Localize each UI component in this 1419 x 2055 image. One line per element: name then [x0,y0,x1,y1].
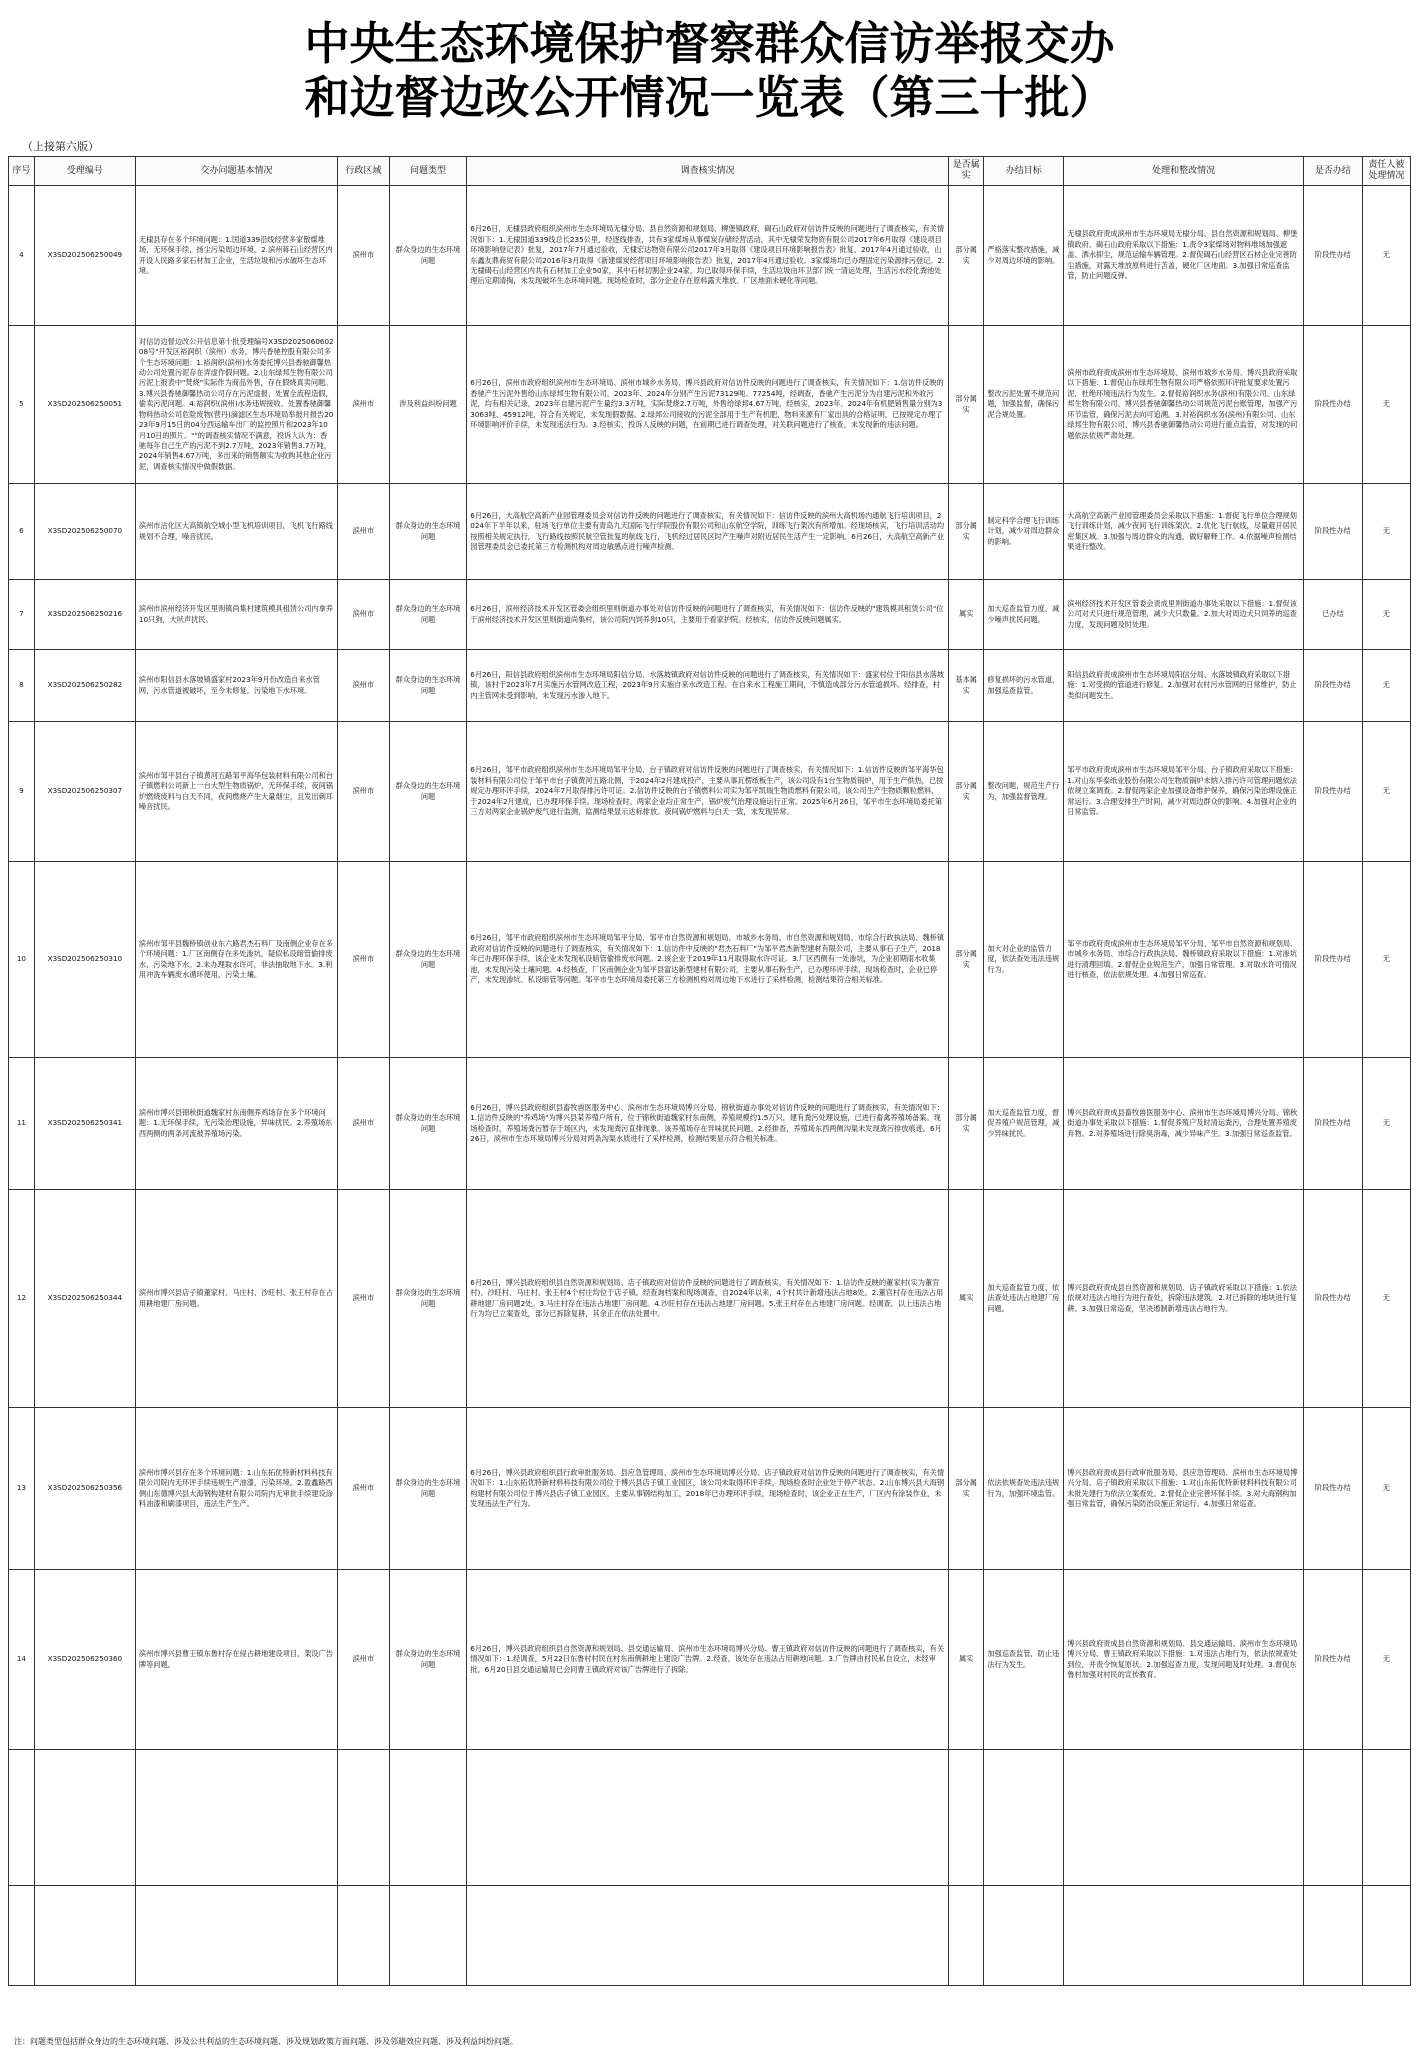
cell-code: X3SD202506250051 [34,326,135,484]
cell-type [389,1750,467,1886]
cell-survey [467,1750,949,1886]
cell-goal: 整改问题，规范生产行为，加强监督管理。 [984,722,1064,862]
cell-code: X3SD202506250307 [34,722,135,862]
cell-handling: 邹平市政府责成滨州市生态环境局邹平分局、台子镇政府采取以下措施：1.对山东华泰纸业股份有限公司生物质锅炉未纳入排污许可管理问题依法依规立案调查。2.督促两家企业加强设备维护保养，确保污染治理设施正常运行。3.合理安排生产时间，减少对周边群众的影响。4.加强对企业的日常监管。 [1064,722,1304,862]
cell-goal: 加大巡查监管力度，减少噪声扰民问题。 [984,580,1064,650]
cell-no: 5 [9,326,35,484]
cell-no [9,1750,35,1886]
cell-done: 已办结 [1303,580,1362,650]
cell-punish: 无 [1362,484,1410,580]
cell-done: 阶段性办结 [1303,1570,1362,1750]
cell-survey: 6月26日，邹平市政府组织滨州市生态环境局邹平分局、邹平市自然资源和规划局、市城乡水务局、市自然资源和规划局、市综合行政执法局、魏桥镇政府对信访件反映的问题进行了调查核实，有关情况如下：1.信访件中反映的"君杰石料厂"为邹平君杰新型建材有限公司，主要从事石子生产，2018年已办理环保手续，该企业未发现私设暗管偷排废水问题。2.该企业于2019年11月取得取水许可证。3.厂区西侧有一处渗坑，为企业初期雨水收集池，未发现污染土壤问题。4.经核查，厂区南侧企业为邹平县富达新型建材有限公司，主要从事石粉生产，已办理环评手续，现场检查时，企业已停产，未发现渗坑、私设暗管等问题。邹平市生态环境局委托第三方检测机构对周边地下水进行了采样检测，检测结果符合相关标准。 [467,862,949,1058]
col-header-basic: 交办问题基本情况 [135,157,337,186]
table-header-row [9,157,1411,186]
cell-survey: 6月26日，阳信县政府组织滨州市生态环境局阳信分局、水落坡镇政府对信访件反映的问题进行了调查核实，有关情况如下：盛家村位于阳信县水落坡镇，该村于2023年7月实施污水管网改造工程，2023年9月实施自来水改造工程。在自来水工程施工期间，不慎造成部分污水管道损坏。经排查，村内主管网未受到影响，未发现污水渗入地下。 [467,650,949,722]
cell-done: 阶段性办结 [1303,722,1362,862]
cell-goal: 制定科学合理飞行训练计划，减少对周边群众的影响。 [984,484,1064,580]
cell-no: 8 [9,650,35,722]
cell-done: 阶段性办结 [1303,484,1362,580]
col-header-punish: 责任人被处理情况 [1362,157,1410,186]
cell-type: 群众身边的生态环境问题 [389,1570,467,1750]
cell-handling: 博兴县政府责成县行政审批服务局、县应急管理局、滨州市生态环境局博兴分局、店子镇政府采取以下措施：1.对山东拓优特新材料科技有限公司未批先建行为依法立案查处。2.督促企业完善环保手续。3.对大海钢构加强日常监管，确保污染防治设施正常运行。4.加强日常巡查。 [1064,1408,1304,1570]
cell-basic: 滨州市博兴县店子镇董家村、马庄村、沙旺村、张王村存在占用耕地建厂房问题。 [135,1190,337,1408]
cell-basic: 滨州市阳信县水落坡镇盛家村2023年9月份改造自来水管网，污水管道被破坏，至今未修复，污染地下水环境。 [135,650,337,722]
cell-handling: 滨州经济技术开发区管委会责成里则街道办事处采取以下措施：1.督促该公司对犬只进行规范管理，减少犬只数量。2.加大对周边犬只饲养的巡查力度，发现问题及时处理。 [1064,580,1304,650]
cell-basic: 滨州市博兴县锦秋街道魏家村东南侧养鸡场存在多个环境问题：1.无环保手续，无污染治理设施，异味扰民。2.养殖场东西两侧的两条河流被养殖场污染。 [135,1058,337,1190]
table-row [9,484,1411,580]
cell-verified [949,1886,984,1986]
cell-handling: 邹平市政府责成滨州市生态环境局邹平分局、邹平市自然资源和规划局、市城乡水务局、市综合行政执法局、魏桥镇政府采取以下措施：1.对渗坑进行清理回填。2.督促企业规范生产，加强日常管理。3.对取水许可情况进行核查，依法依规处理。4.加强日常巡查。 [1064,862,1304,1058]
cell-verified: 部分属实 [949,326,984,484]
cell-type: 群众身边的生态环境问题 [389,722,467,862]
cell-punish: 无 [1362,1570,1410,1750]
cell-region: 滨州市 [338,1190,390,1408]
cell-goal: 严格落实整改措施，减少对周边环境的影响。 [984,186,1064,326]
continued-note: （上接第六版） [22,140,99,153]
cell-verified: 部分属实 [949,186,984,326]
cell-region: 滨州市 [338,650,390,722]
cell-survey [467,1886,949,1986]
cell-type [389,1886,467,1986]
cell-no: 6 [9,484,35,580]
cell-verified: 属实 [949,580,984,650]
cell-basic: 滨州市邹平县魏桥镇创业东六路君杰石料厂及南侧企业存在多个环境问题：1.厂区南侧存在多处渗坑，疑似私设暗管偷排废水，污染地下水。2.未办理取水许可，非法抽取地下水。3.利用冲洗车辆废水循环使用，污染土壤。 [135,862,337,1058]
cell-no: 7 [9,580,35,650]
cell-code [34,1886,135,1986]
cell-done: 阶段性办结 [1303,1190,1362,1408]
cell-verified: 属实 [949,1570,984,1750]
cell-no: 10 [9,862,35,1058]
cell-goal: 修复损坏的污水管道，加强巡查监管。 [984,650,1064,722]
cell-region [338,1750,390,1886]
cell-goal: 加大对企业的监管力度，依法查处违法违规行为。 [984,862,1064,1058]
cell-survey: 6月26日，无棣县政府组织滨州市生态环境局无棣分局、县自然资源和规划局、柳堡镇政府、碣石山政府对信访件反映的问题进行了调查核实，有关情况如下：1.无棣国道339线总长235公里，经逐线排查，共有3家煤场从事煤炭存储经营活动，其中无棣荣发物资有限公司2017年6月取得《建设项目环境影响登记表》批复，2017年7月通过验收，无棣宏达物资有限公司2017年3月取得《建设项目环境影响报告表》批复，2017年4月通过验收，山东鑫友鼎商贸有限公司2016年3月取得《新建煤炭经营项目环境影响报告表》批复，2017年4月通过验收。3家煤场均已办理固定污染源排污登记。2.无棣碣石山经营区内共有石材加工企业50家，其中石材切割企业24家，均已取得环保手续，生活垃圾由环卫部门统一清运处理，生活污水经化粪池处理后定期清掏，未发现破坏生态环境问题。现场检查时，部分企业存在原料露天堆放、厂区地面未硬化等问题。 [467,186,949,326]
cell-type: 涉及利益纠纷问题 [389,326,467,484]
cell-region: 滨州市 [338,580,390,650]
cell-type: 群众身边的生态环境问题 [389,484,467,580]
table-row [9,326,1411,484]
cell-done: 阶段性办结 [1303,862,1362,1058]
footnote: 注：问题类型包括群众身边的生态环境问题、涉及公共利益的生态环境问题、涉及规划政策方面问题、涉及邻避效应问题、涉及利益纠纷问题。 [14,2037,518,2046]
cell-goal: 加强巡查监管，防止违法行为发生。 [984,1570,1064,1750]
page-title-line1: 中央生态环境保护督察群众信访举报交办 [304,17,1115,70]
cell-handling: 博兴县政府责成县自然资源和规划局、县交通运输局、滨州市生态环境局博兴分局、曹王镇政府采取以下措施：1.对违法占地行为，依法依规查处到位，并责令恢复原状。2.加强巡查力度，发现问题及时处理。3.督促东鲁村加强对村民的宣传教育。 [1064,1570,1304,1750]
cell-done: 阶段性办结 [1303,186,1362,326]
col-header-verified: 是否属实 [949,157,984,186]
cell-verified: 基本属实 [949,650,984,722]
cell-punish: 无 [1362,580,1410,650]
cell-basic: 滨州市沾化区大高镇航空城小型飞机培训项目，飞机飞行路线规划不合理，噪音扰民。 [135,484,337,580]
cell-goal: 加大巡查监管力度，督促养殖户规范管理，减少异味扰民。 [984,1058,1064,1190]
cell-punish: 无 [1362,1408,1410,1570]
cell-done: 阶段性办结 [1303,1058,1362,1190]
cell-region: 滨州市 [338,1058,390,1190]
cell-region: 滨州市 [338,1570,390,1750]
cell-punish: 无 [1362,862,1410,1058]
cell-type: 群众身边的生态环境问题 [389,862,467,1058]
cell-no: 9 [9,722,35,862]
cell-goal: 加大巡查监管力度，依法查处违法占地建厂房问题。 [984,1190,1064,1408]
cell-survey: 6月26日，博兴县政府组织县自然资源和规划局、县交通运输局、滨州市生态环境局博兴分局、曹王镇政府对信访件反映的问题进行了调查核实，有关情况如下：1.经调查，5月22日东鲁村村民在村东南侧耕地上建设广告牌。2.经查，该处存在违法占用耕地问题。3.广告牌由村民私自设立，未经审批。6月20日县交通运输局已会同曹王镇政府对该广告牌进行了拆除。 [467,1570,949,1750]
cell-no: 4 [9,186,35,326]
cell-survey: 6月26日，大高航空高新产业园管理委员会对信访件反映的问题进行了调查核实，有关情况如下：信访件反映的滨州大高机场内通航飞行培训项目，2024年下半年以来，驻场飞行单位主要有青岛九天国际飞行学院股份有限公司和山东航空学院，训练飞行架次有所增加。经现场核实，飞行培训活动均按照相关规定执行，飞行路线按照民航空管批复的航线飞行，飞机经过居民区时产生噪声对附近居民生活产生一定影响。6月26日，大高航空高新产业园管理委员会已委托第三方检测机构对周边敏感点进行噪声检测。 [467,484,949,580]
cell-punish: 无 [1362,1190,1410,1408]
cell-goal: 整改污泥处置不规范问题，加强监督，确保污泥合规处置。 [984,326,1064,484]
cell-no: 14 [9,1570,35,1750]
cell-no: 11 [9,1058,35,1190]
cell-handling: 无棣县政府责成滨州市生态环境局无棣分局、县自然资源和规划局、柳堡镇政府、碣石山政府采取以下措施：1.责令3家煤场对物料堆场加强遮盖、洒水抑尘，规范运输车辆管理。2.督促碣石山经营区石材企业完善防尘措施，对露天堆放原料进行苫盖，硬化厂区地面。3.加强日常巡查监管，防止问题反弹。 [1064,186,1304,326]
table-row [9,722,1411,862]
cell-code: X3SD202506250310 [34,862,135,1058]
cell-basic [135,1886,337,1986]
cell-verified: 部分属实 [949,484,984,580]
col-header-survey: 调查核实情况 [467,157,949,186]
table-row [9,650,1411,722]
cell-handling: 滨州市政府责成滨州市生态环境局、滨州市城乡水务局、博兴县政府采取以下措施：1.督促山东绿邦生物有限公司严格依照环评批复要求处置污泥，杜绝环境违法行为发生。2.督促裕润织水务(滨州)有限公司、山东绿邦生物有限公司、博兴县香驰御馨热动公司规范污泥台账管理，加强产污环节监管，确保污泥去向可追溯。3.对裕润织水务(滨州)有限公司、山东绿邦生物有限公司、博兴县香驰御馨热动公司进行重点监管，对发现的问题依法依规严肃处理。 [1064,326,1304,484]
cell-punish: 无 [1362,1058,1410,1190]
table-row [9,186,1411,326]
cell-code: X3SD202506250049 [34,186,135,326]
col-header-region: 行政区域 [338,157,390,186]
cell-survey: 6月26日，滨州市政府组织滨州市生态环境局、滨州市城乡水务局、博兴县政府对信访件反映的问题进行了调查核实，有关情况如下：1.信访件反映的香驰产生污泥外售给山东绿邦生物有限公司，2023年、2024年分别产生污泥73129吨、77254吨，经调查，香驰产生污泥分为自建污泥和外收污泥，均有相关记录，2023年自建污泥产生量约3.3万吨，实际焚烧2.7万吨，外售给绿邦4.67万吨，经核实，2023年、2024年有机肥销售量分别为33063吨、45912吨，符合有关规定，未发现假数据。2.绿邦公司接收的污泥全部用于生产有机肥，物料来源有厂家出具的合格证明，已按规定办理了环境影响评价手续，未发现违法行为。3.经核实，投诉人反映的问题，在前期已进行调查处理，对关联问题进行了核查，未发现新的违法问题。 [467,326,949,484]
cell-handling: 阳信县政府责成滨州市生态环境局阳信分局、水落坡镇政府采取以下措施：1.对受损的管道进行修复。2.加强对农村污水管网的日常维护，防止类似问题发生。 [1064,650,1304,722]
cell-basic: 滨州市博兴县存在多个环境问题：1.山东拓优特新材料科技有限公司院内无环评手续违规生产油漆，污染环境。2.盈鑫路西侧山东德博兴县大海钢构建材有限公司院内无审批手续建设涂料油漆和刷漆项目，违法生产生产。 [135,1408,337,1570]
cell-punish: 无 [1362,650,1410,722]
cell-code [34,1750,135,1886]
cell-type: 群众身边的生态环境问题 [389,1190,467,1408]
cell-survey: 6月26日，邹平市政府组织滨州市生态环境局邹平分局、台子镇政府对信访件反映的问题进行了调查核实，有关情况如下：1.信访件反映的邹平海华包装材料有限公司位于邹平市台子镇黄河五路北侧，于2024年2月建成投产，主要从事瓦楞纸板生产，该公司设有1台生物质锅炉，用于生产供热，已按规定办理环评手续，2024年7月取得排污许可证。2.信访件反映的台子镇燃料公司实为邹平凯瑞生物质燃料有限公司，该公司生产生物质颗粒燃料，于2024年2月建成，已办理环保手续。现场检查时，两家企业均正常生产，锅炉废气治理设施运行正常。2025年6月26日，邹平市生态环境局委托第三方对两家企业锅炉废气进行监测，监测结果显示达标排放。夜间锅炉燃料与白天一致，未发现异常。 [467,722,949,862]
cell-basic: 滨州市博兴县曹王镇东鲁村存在侵占耕地建设项目，架设广告牌等问题。 [135,1570,337,1750]
table-row [9,1750,1411,1886]
cell-handling: 博兴县政府责成县畜牧兽医服务中心、滨州市生态环境局博兴分局、锦秋街道办事处采取以下措施：1.督促养殖户及时清运粪污，合理处置养殖废弃物。2.对养殖场进行除臭消毒，减少异味产生。3.加强日常巡查监管。 [1064,1058,1304,1190]
cell-punish [1362,1886,1410,1986]
cell-code: X3SD202506250341 [34,1058,135,1190]
cell-done: 阶段性办结 [1303,1408,1362,1570]
cell-survey: 6月26日，滨州经济技术开发区管委会组织里则街道办事处对信访件反映的问题进行了调查核实，有关情况如下：信访件反映的"建筑模具租赁公司"位于滨州经济技术开发区里则街道尚集村，该公司院内饲养狗10只，主要用于看家护院。经核实，信访件反映问题属实。 [467,580,949,650]
cell-survey: 6月26日，博兴县政府组织县畜牧兽医服务中心、滨州市生态环境局博兴分局、锦秋街道办事处对信访件反映的问题进行了调查核实，有关情况如下：1.信访件反映的"养鸡场"为博兴县某养殖户所有，位于锦秋街道魏家村东南侧，养殖规模约1.5万只，建有粪污处理设施，已进行畜禽养殖场备案。现场检查时，养殖场粪污暂存于场区内，未发现粪污直排现象。该养殖场存在异味扰民问题。2.经排查，养殖场东西两侧沟渠未发现粪污排放痕迹。6月26日，滨州市生态环境局博兴分局对两条沟渠水质进行了采样检测，检测结果显示符合相关标准。 [467,1058,949,1190]
cell-basic: 对信访边督边改公开信息第十批受理编号X3SD202506060208号"开发区裕润织（滨州）水务，博兴香驰控股有限公司多个生态环境问题：1.裕润织(滨州)水务委托博兴县香驰御馨热动公司处置污泥存在弄虚作假问题。2.山东绿邦生物有限公司污泥上报表中"焚烧"实际作为商品外售，存在假烧真卖问题。3.博兴县香驰御馨热动公司存在污泥虚报、处置全流程造假，偷卖污泥问题。4.裕润织(滨州)水务违规接收、处置香驰御馨物料热动公司危险废物(营丹)滴滤区生态环境局举报月报告2023年9月15日的04分西运输车出厂的监控照片和2023年10月10日的照片。""的调查核实情况不满意，投诉人认为：香驰每年自己生产的污泥不到2.7万吨，2023年销售3.7万吨，2024年销售4.67万吨，多出来的销售额实为收购其他企业污泥，调查核实情况中做假数据。 [135,326,337,484]
cell-verified: 部分属实 [949,862,984,1058]
table-row [9,580,1411,650]
cell-punish: 无 [1362,326,1410,484]
cell-basic: 滨州市邹平县台子镇黄河五路邹平海华包装材料有限公司和台子镇燃料公司新上一台大型生物质锅炉，无环保手续，夜间锅炉燃烧废料与白天不同，夜间燃烧产生大量烟尘，且发出刺耳噪音扰民。 [135,722,337,862]
cell-goal [984,1750,1064,1886]
col-header-no: 序号 [9,157,35,186]
table-row [9,1058,1411,1190]
table-row [9,1886,1411,1986]
cell-region: 滨州市 [338,484,390,580]
cell-verified: 部分属实 [949,722,984,862]
cell-verified [949,1750,984,1886]
cell-verified: 部分属实 [949,1058,984,1190]
cell-done [1303,1886,1362,1986]
cell-code: X3SD202506250344 [34,1190,135,1408]
cell-type: 群众身边的生态环境问题 [389,1058,467,1190]
cell-region: 滨州市 [338,862,390,1058]
cell-code: X3SD202506250356 [34,1408,135,1570]
col-header-code: 受理编号 [34,157,135,186]
cell-done: 阶段性办结 [1303,650,1362,722]
cell-punish: 无 [1362,186,1410,326]
cell-done: 阶段性办结 [1303,326,1362,484]
cell-handling [1064,1886,1304,1986]
page-title-line2: 和边督边改公开情况一览表（第三十批） [304,71,1115,124]
cell-type: 群众身边的生态环境问题 [389,580,467,650]
cell-no [9,1886,35,1986]
cell-code: X3SD202506250282 [34,650,135,722]
col-header-done: 是否办结 [1303,157,1362,186]
cell-punish: 无 [1362,722,1410,862]
table-row [9,1570,1411,1750]
cell-region: 滨州市 [338,1408,390,1570]
table-row [9,862,1411,1058]
cell-basic: 滨州市滨州经济开发区里则镇尚集村建筑模具租赁公司内拿养10只狗，大吠声扰民。 [135,580,337,650]
cell-survey: 6月26日，博兴县政府组织县自然资源和规划局、店子镇政府对信访件反映的问题进行了调查核实，有关情况如下：1.信访件反映的董家村(实为董官村)、沙旺村、马庄村、张王村4个村庄均位于店子镇。经查询档案和现场调查，自2024年以来，4个村共计新增违法占地8处。2.董官村存在违法占用耕地建厂房问题2处。3.马庄村存在违法占地建厂房问题。4.沙旺村存在违法占地建厂房问题。5.张王村存在占地建厂房问题。经调查，以上违法占地行为均已立案查处，部分已拆除复耕，其余正在依法处置中。 [467,1190,949,1408]
cell-no: 12 [9,1190,35,1408]
cell-type: 群众身边的生态环境问题 [389,1408,467,1570]
cell-handling: 博兴县政府责成县自然资源和规划局、店子镇政府采取以下措施：1.依法依规对违法占地行为进行查处，拆除违法建筑。2.对已拆除的地块进行复耕。3.加强日常巡查，坚决遏制新增违法占地行为。 [1064,1190,1304,1408]
petition-table [8,156,1411,1986]
cell-region: 滨州市 [338,326,390,484]
cell-goal [984,1886,1064,1986]
col-header-type: 问题类型 [389,157,467,186]
cell-code: X3SD202506250360 [34,1570,135,1750]
cell-handling: 大高航空高新产业园管理委员会采取以下措施：1.督促飞行单位合理规划飞行训练计划，减少夜间飞行训练架次。2.优化飞行航线，尽量避开居民密集区域。3.加强与周边群众的沟通，做好解释工作。4.依据噪声检测结果进行整改。 [1064,484,1304,580]
cell-survey: 6月26日，博兴县政府组织县行政审批服务局、县应急管理局、滨州市生态环境局博兴分局、店子镇政府对信访件反映的问题进行了调查核实，有关情况如下：1.山东拓优特新材料科技有限公司位于博兴县店子镇工业园区，该公司未取得环评手续，现场检查时企业处于停产状态。2.山东博兴县大海钢构建材有限公司位于博兴县店子镇工业园区，主要从事钢结构加工，2018年已办理环评手续，现场检查时，该企业正在生产，厂区内有涂装作业，未发现违法生产行为。 [467,1408,949,1570]
cell-verified: 部分属实 [949,1408,984,1570]
cell-code: X3SD202506250216 [34,580,135,650]
cell-region: 滨州市 [338,722,390,862]
cell-region [338,1886,390,1986]
cell-type: 群众身边的生态环境问题 [389,650,467,722]
cell-code: X3SD202506250070 [34,484,135,580]
cell-done [1303,1750,1362,1886]
col-header-handling: 处理和整改情况 [1064,157,1304,186]
cell-punish [1362,1750,1410,1886]
cell-type: 群众身边的生态环境问题 [389,186,467,326]
cell-no: 13 [9,1408,35,1570]
table-row [9,1190,1411,1408]
col-header-goal: 办结目标 [984,157,1064,186]
cell-basic: 无棣县存在多个环境问题：1.国道339沿线经营多家散煤堆场，无环保手续，扬尘污染周边环境。2.滨州蒋石山经营区内开设人民路多家石材加工企业，生活垃圾和污水破坏生态环境。 [135,186,337,326]
table-row [9,1408,1411,1570]
cell-basic [135,1750,337,1886]
cell-region: 滨州市 [338,186,390,326]
cell-verified: 属实 [949,1190,984,1408]
cell-goal: 依法依规查处违法违规行为，加强环境监管。 [984,1408,1064,1570]
cell-handling [1064,1750,1304,1886]
